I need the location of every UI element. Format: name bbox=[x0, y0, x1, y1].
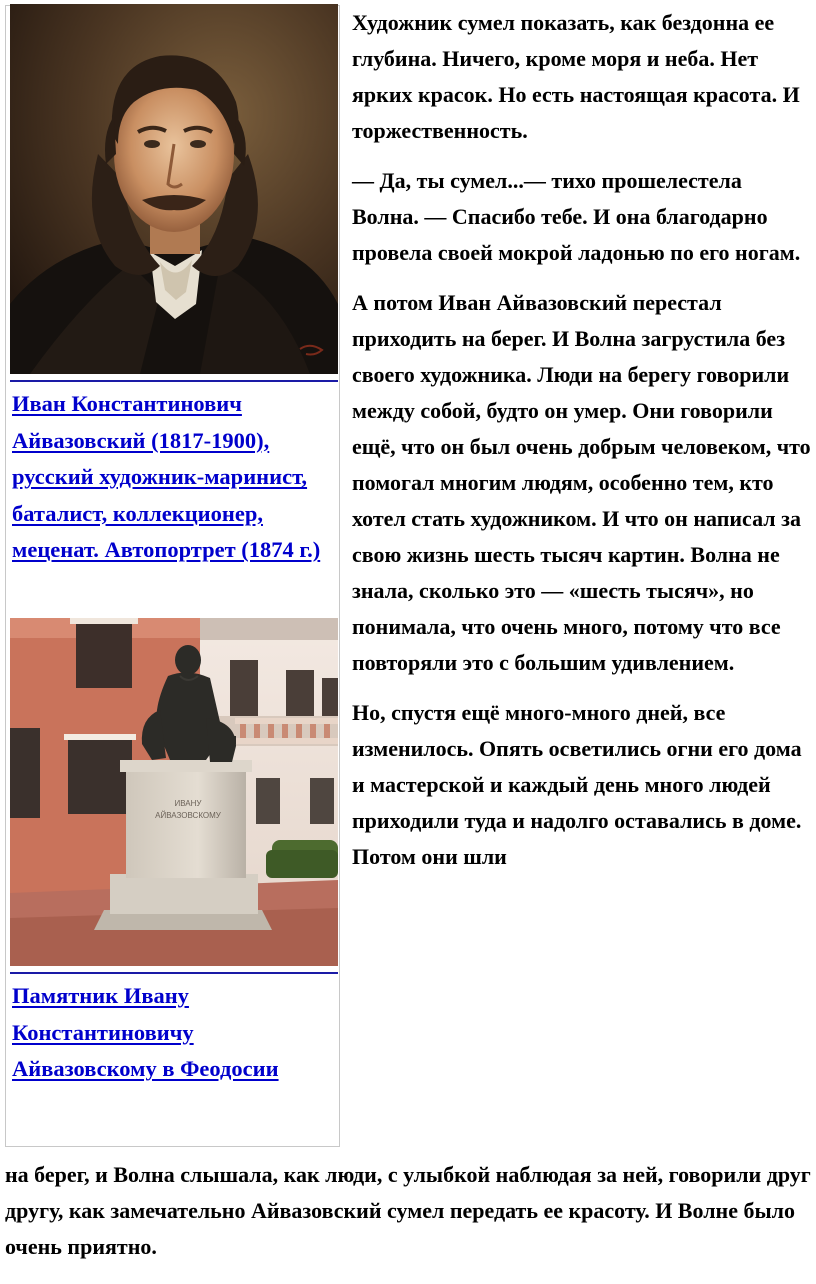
plaque-line-1: ИВАНУ bbox=[174, 799, 202, 808]
plaque-line-2: АЙВАЗОВСКОМУ bbox=[155, 811, 221, 820]
monument-photo bbox=[10, 618, 338, 966]
caption-divider bbox=[10, 380, 338, 382]
portrait-image bbox=[10, 4, 338, 374]
caption-divider-2 bbox=[10, 972, 338, 974]
paragraph: А потом Иван Айвазовский перестал приходить на берег. И Волна загрустила без своего художника. Люди на берегу говорили между собой, будто он умер. Они говорили ещё, что он был очень добрым человеком, что помогал многим людям, особенно тем, кто хотел стать художником. И что он написал за свою жизнь шесть тысяч картин. Волна не знала, сколько это — «шесть тысяч», но понимала, что очень много, потому что все повторяли это с большим удивлением. bbox=[352, 290, 811, 675]
monument-caption-link[interactable]: Памятник Ивану Константиновичу Айвазовскому в Феодосии bbox=[12, 983, 279, 1081]
paragraph-continuation: на берег, и Волна слышала, как люди, с улыбкой наблюдая за ней, говорили друг другу, как замечательно Айвазовский сумел передать ее красоту. И Волне было очень приятно. bbox=[5, 1162, 811, 1259]
monument-caption bbox=[12, 978, 338, 1088]
paragraph: Художник сумел показать, как бездонна ее глубина. Ничего, кроме моря и неба. Нет ярких красок. Но есть настоящая красота. И торжественность. bbox=[352, 10, 800, 143]
paragraph: Но, спустя ещё много-много дней, все изменилось. Опять осветились огни его дома и мастерской и каждый день много людей приходили туда и надолго оставались в доме. Потом они шли bbox=[352, 700, 802, 869]
portrait-caption-link[interactable]: Иван Константинович Айвазовский (1817-1900), русский художник-маринист, баталист, коллекционер, меценат. Автопортрет (1874 г.) bbox=[12, 391, 321, 562]
portrait-caption bbox=[12, 386, 338, 569]
paragraph: — Да, ты сумел...— тихо прошелестела Волна. — Спасибо тебе. И она благодарно провела своей мокрой ладонью по его ногам. bbox=[352, 168, 801, 265]
story-text bbox=[352, 5, 814, 875]
